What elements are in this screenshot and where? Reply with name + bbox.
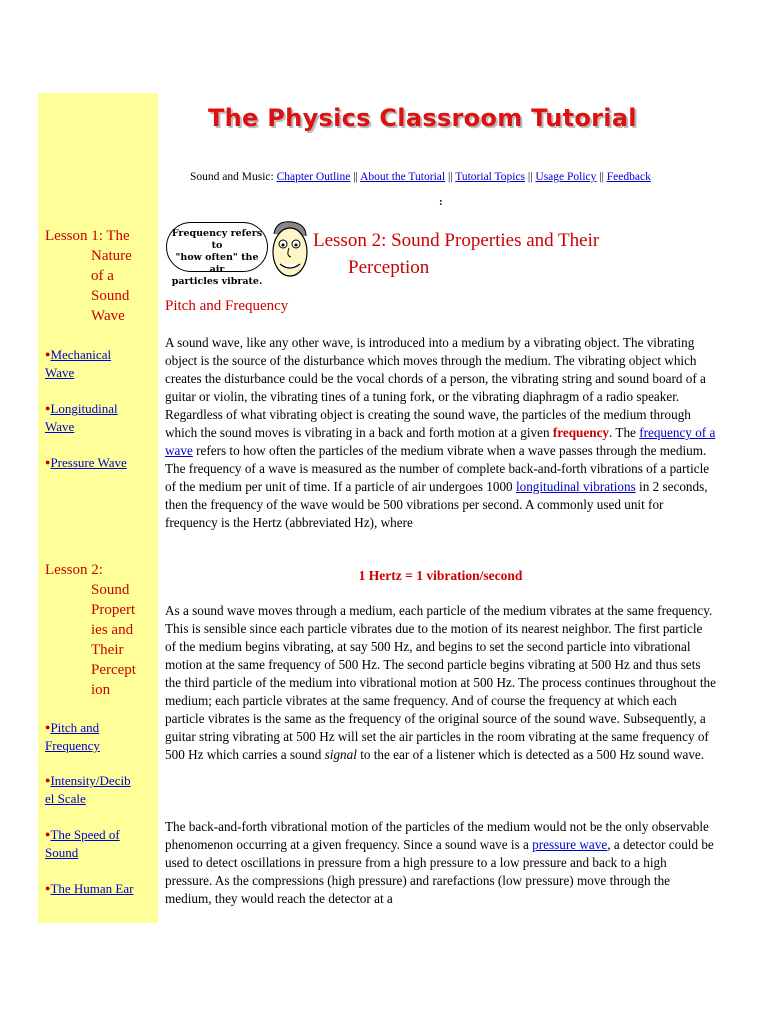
link-frequency-of-a-wave[interactable]: frequency of a wave	[165, 425, 716, 458]
lesson-title	[313, 227, 693, 281]
nav-link-feedback[interactable]: Feedback	[606, 171, 651, 183]
sidebar-link-pitch-frequency[interactable]	[45, 718, 153, 755]
bubble-line: particles vibrate.	[171, 276, 263, 287]
bullet-icon: ●	[45, 775, 51, 785]
header-colon: :	[439, 196, 443, 208]
sidebar-link-mechanical-wave[interactable]	[45, 345, 153, 382]
top-nav	[190, 171, 651, 183]
lesson2-heading-line4: ies and	[91, 622, 134, 638]
text: The back-and-forth vibrational motion of the particles of the medium would not be the only observable phenomenon occurring at a given frequency. Since a sound wave is a	[165, 819, 709, 852]
sidebar-link-label-line1[interactable]: Pitch and	[50, 720, 100, 735]
text: . The	[609, 425, 640, 440]
text: to the ear of a listener which is detected as a 500 Hz sound wave.	[356, 747, 705, 762]
bubble-line: Frequency refers to	[171, 228, 263, 251]
sidebar-link-label-line1[interactable]: Longitudinal	[50, 401, 118, 416]
lesson2-heading-line5: Their	[91, 642, 124, 658]
bullet-icon: ●	[45, 457, 51, 467]
paragraph-2	[165, 602, 716, 764]
nav-separator: ||	[599, 171, 604, 183]
lesson2-heading-line7: ion	[91, 682, 111, 698]
sidebar-lesson1-heading	[45, 226, 155, 326]
sidebar-link-label-line1[interactable]: The Speed of	[50, 827, 120, 842]
speech-bubble	[166, 222, 268, 287]
sidebar-link-label-line1[interactable]: Pressure Wave	[50, 455, 127, 470]
sidebar-link-human-ear[interactable]	[45, 879, 153, 898]
sidebar-link-speed-of-sound[interactable]	[45, 825, 153, 862]
nav-separator: ||	[447, 171, 453, 183]
sidebar-link-label-line2[interactable]: Wave	[45, 419, 75, 434]
sidebar-lesson2-heading	[45, 560, 155, 700]
sidebar-link-label-line1[interactable]: The Human Ear	[50, 881, 134, 896]
nav-prefix: Sound and Music:	[190, 171, 274, 183]
formula: 1 Hertz = 1 vibration/second	[358, 568, 523, 583]
italic-signal: signal	[324, 747, 357, 762]
term-frequency: frequency	[552, 425, 610, 440]
lesson1-heading-line4: Sound	[91, 288, 130, 304]
text: A sound wave, like any other wave, is introduced into a medium by a vibrating object. The vibrating object is the source of the disturbance which moves through the medium. The vibrating object which creates the disturbance could be the vocal chords of a person, the vibrating string and sound board of a guitar or violin, the vibrating tines of a tuning fork, or the vibrating diaphragm of a radio speaker. Regardless of what vibrating object is creating the sound wave, the particles of the medium through which the sound moves is vibrating in a back and forth motion at a given	[165, 335, 706, 440]
nav-separator: ||	[527, 171, 533, 183]
site-title: The Physics Classroom Tutorial	[208, 104, 637, 132]
bullet-icon: ●	[45, 403, 51, 413]
link-longitudinal-vibrations[interactable]: longitudinal vibrations	[515, 479, 636, 494]
lesson2-heading-line6: Percept	[91, 662, 136, 678]
lesson2-heading-line1: Lesson 2:	[45, 562, 103, 578]
nav-separator: ||	[353, 171, 358, 183]
lesson1-heading-line1: Lesson 1: The	[45, 228, 130, 244]
bullet-icon: ●	[45, 349, 51, 359]
nav-link-chapter-outline[interactable]: Chapter Outline	[276, 171, 351, 183]
nav-link-about[interactable]: About the Tutorial	[360, 171, 446, 183]
lesson1-heading-line2: Nature	[91, 248, 132, 264]
cartoon-face-icon	[266, 218, 312, 282]
lesson-title-line2: Perception	[348, 257, 430, 278]
sidebar-link-label-line1[interactable]: Mechanical	[50, 347, 112, 362]
lesson2-heading-line2: Sound	[91, 582, 130, 598]
bullet-icon: ●	[45, 883, 51, 893]
text: refers to how often the particles of the medium vibrate when a wave passes through the medium. The frequency of a wave is measured as the number of complete back-and-forth vibrations of a particle of the medium per unit of time. If a particle of air undergoes 1000	[165, 443, 710, 494]
sidebar-link-intensity[interactable]	[45, 771, 153, 808]
text: , a detector could be used to detect oscillations in pressure from a high pressure to a low pressure and back to a high pressure. As the compressions (high pressure) and rarefactions (low pressure) move through the medium, they would reach the detector at a	[165, 837, 714, 906]
nav-link-topics[interactable]: Tutorial Topics	[455, 171, 526, 183]
sidebar-link-pressure-wave[interactable]	[45, 453, 153, 472]
bubble-line: "how often" the air	[175, 252, 259, 275]
text: As a sound wave moves through a medium, each particle of the medium vibrates at the same frequency. This is sensible since each particle vibrates due to the motion of its nearest neighbor. The first particle of the medium begins vibrating, at say 500 Hz, and begins to set the second particle into vibrational motion at the same frequency of 500 Hz. The second particle begins vibrating at 500 Hz and thus sets the third particle of the medium into vibrational motion at 500 Hz. The process continues throughout the medium; each particle vibrates at the same frequency. And of course the frequency at which each particle vibrates is the same as the frequency of the original source of the sound wave. Subsequently, a guitar string vibrating at 500 Hz will set the air particles in the room vibrating at the same frequency of 500 Hz which carries a sound	[165, 603, 716, 762]
nav-link-usage-policy[interactable]: Usage Policy	[535, 171, 597, 183]
lesson2-heading-line3: Propert	[91, 602, 136, 618]
bullet-icon: ●	[45, 722, 51, 732]
lesson1-heading-line3: of a	[91, 268, 114, 284]
paragraph-3	[165, 818, 716, 908]
sidebar-link-label-line2[interactable]: Frequency	[45, 738, 100, 753]
paragraph-1	[165, 334, 716, 532]
sidebar-link-longitudinal-wave[interactable]	[45, 399, 153, 436]
link-pressure-wave[interactable]: pressure wave	[532, 837, 608, 852]
sidebar-link-label-line2[interactable]: el Scale	[45, 791, 86, 806]
text: in 2 seconds, then the frequency of the wave would be 500 vibrations per second. A commonly used unit for frequency is the Hertz (abbreviated Hz), where	[165, 479, 708, 530]
sidebar-link-label-line1[interactable]: Intensity/Decib	[50, 773, 131, 788]
lesson1-heading-line5: Wave	[91, 308, 125, 324]
sidebar-link-label-line2[interactable]: Wave	[45, 365, 75, 380]
bullet-icon: ●	[45, 829, 51, 839]
lesson-title-line1: Lesson 2: Sound Properties and Their	[313, 230, 600, 251]
section-heading: Pitch and Frequency	[165, 298, 289, 314]
sidebar-link-label-line2[interactable]: Sound	[45, 845, 79, 860]
